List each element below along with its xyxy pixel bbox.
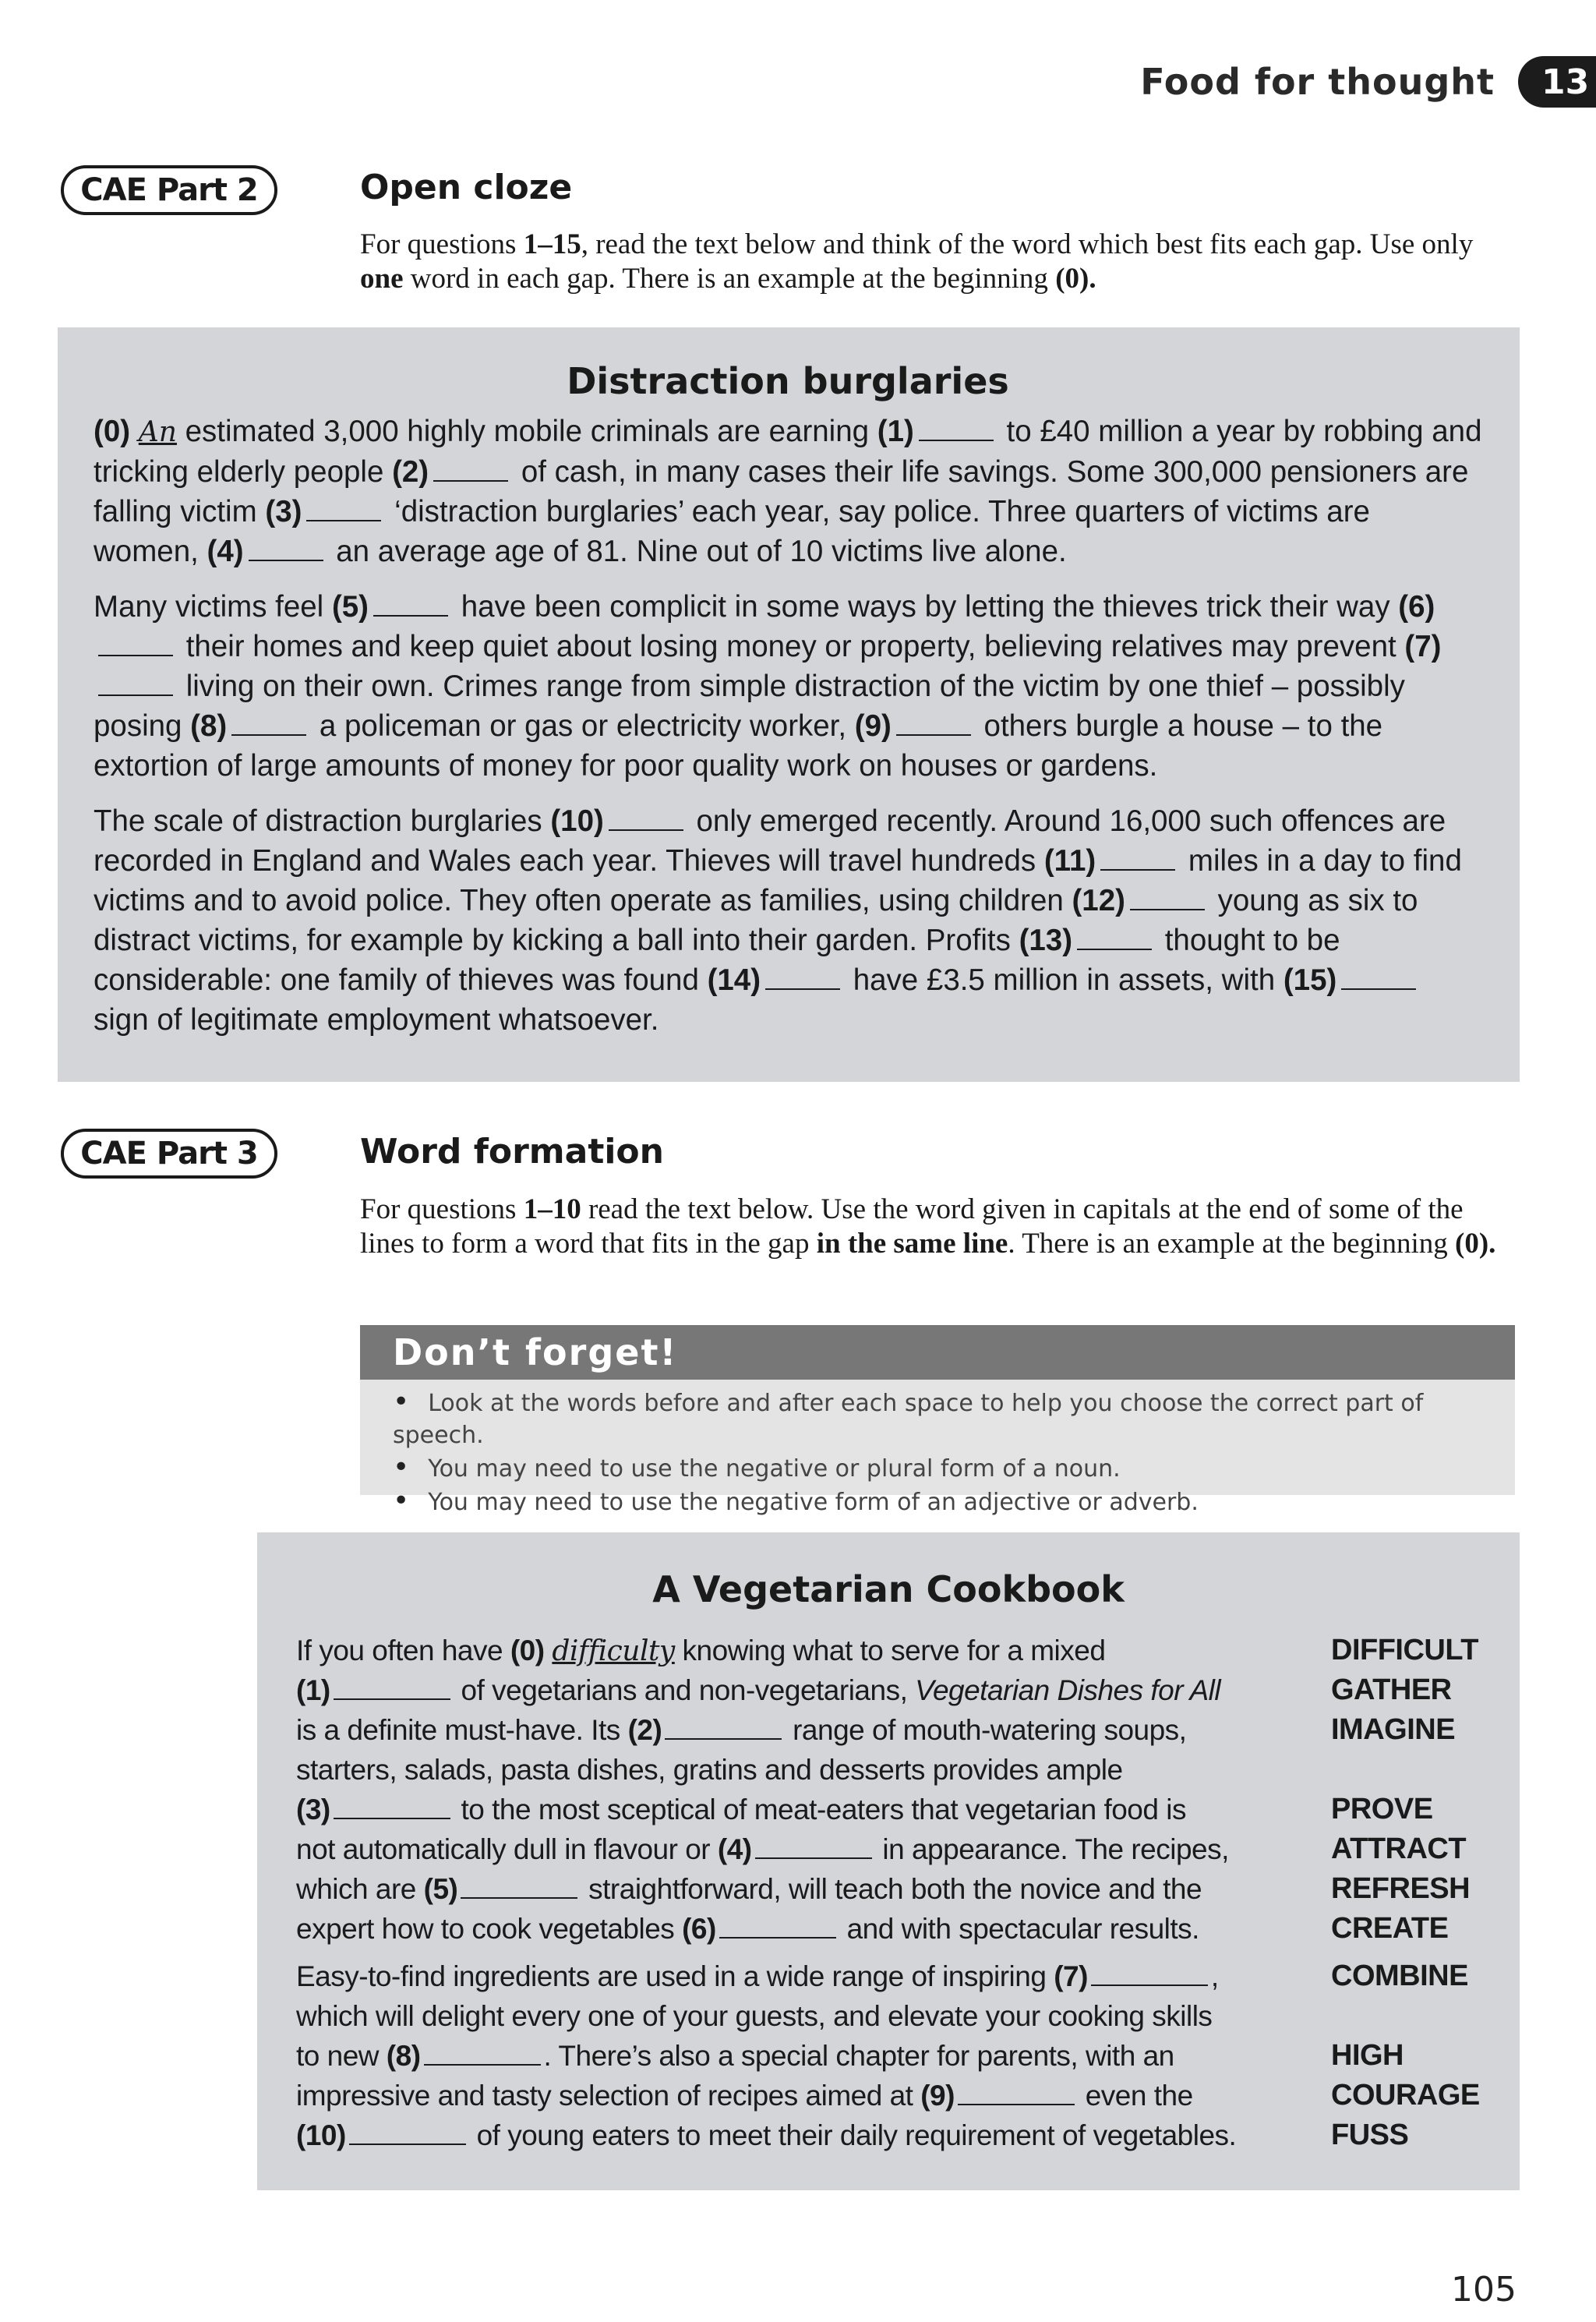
keyword: IMAGINE — [1331, 1713, 1456, 1746]
tip-item: • Look at the words before and after each space to help you choose the correct part of speech. — [393, 1386, 1515, 1451]
wf-line: which will delight every one of your guests, and elevate your cooking skills — [296, 2000, 1213, 2032]
open-cloze-text-title: Distraction burglaries — [567, 360, 1009, 402]
part2-label: CAE Part 2 — [61, 165, 277, 215]
keyword: COURAGE — [1331, 2079, 1480, 2112]
part3-title: Word formation — [360, 1132, 664, 1172]
word-formation-lines — [296, 1631, 1559, 2155]
open-cloze-paragraph-1: (0) An estimated 3,000 highly mobile criminals are earning (1) to £40 million a year by robbing and tricking elderly people (2) of cash, in many cases their life savings. Some 300,000 pensioners are falling victim (3) ‘distraction burglaries’ each year, say police. Three quarters of victims are women, (4) an average age of 81. Nine out of 10 victims live alone. — [94, 415, 1482, 568]
running-header — [1140, 56, 1596, 108]
wf-line: (3) to the most sceptical of meat-eaters that vegetarian food is PROVE — [296, 1790, 1559, 1829]
wf-line: not automatically dull in flavour or (4) in appearance. The recipes, ATTRACT — [296, 1829, 1559, 1869]
keyword: ATTRACT — [1331, 1833, 1467, 1865]
keyword: CREATE — [1331, 1912, 1449, 1945]
keyword: COMBINE — [1331, 1960, 1468, 1992]
keyword: GATHER — [1331, 1673, 1452, 1706]
dont-forget-heading: Don’t forget! — [360, 1325, 1515, 1380]
example-answer: An — [138, 416, 177, 448]
wf-line: which are (5) straightforward, will teach both the novice and the REFRESH — [296, 1869, 1559, 1909]
wf-line: (10) of young eaters to meet their daily requirement of vegetables. FUSS — [296, 2115, 1559, 2155]
example-answer: difficulty — [552, 1635, 675, 1667]
dont-forget-list — [360, 1380, 1515, 1518]
open-cloze-textbox — [58, 327, 1520, 1082]
wf-line: starters, salads, pasta dishes, gratins and desserts provides ample — [296, 1754, 1123, 1786]
keyword: REFRESH — [1331, 1872, 1471, 1905]
wf-line: expert how to cook vegetables (6) and with spectacular results. CREATE — [296, 1909, 1559, 1949]
open-cloze-paragraph-2: Many victims feel (5) have been complicit in some ways by letting the thieves trick their way (6) their homes and keep quiet about losing money or property, believing relatives may prevent (7) living on their own. Crimes range from simple distraction of the victim by one thief – possibly posing (8) a policeman or gas or electricity worker, (9) others burgle a house – to the extortion of large amounts of money for poor quality work on houses or gardens. — [94, 590, 1442, 783]
part3-instructions: For questions 1–10 read the text below. Use the word given in capitals at the end of some of the lines to form a word that fits in the gap in the same line. There is an example at the beginning (0). — [360, 1193, 1496, 1260]
tip-item: • You may need to use the negative form of an adjective or adverb. — [393, 1485, 1515, 1518]
keyword: DIFFICULT — [1331, 1634, 1478, 1666]
chapter-number-tab: 13 — [1518, 56, 1596, 108]
part2-title: Open cloze — [360, 168, 573, 207]
tip-item: • You may need to use the negative or plural form of a noun. — [393, 1451, 1515, 1485]
wf-line: Easy-to-find ingredients are used in a wide range of inspiring (7) , COMBINE — [296, 1956, 1559, 1996]
wf-line: If you often have (0) difficulty knowing what to serve for a mixed DIFFICULT — [296, 1631, 1559, 1670]
wf-line: impressive and tasty selection of recipes aimed at (9) even the COURAGE — [296, 2076, 1559, 2115]
chapter-title: Food for thought — [1140, 61, 1495, 103]
page-number: 105 — [1451, 2270, 1517, 2310]
keyword: PROVE — [1331, 1793, 1433, 1825]
dont-forget-box — [360, 1325, 1515, 1516]
part3-label: CAE Part 3 — [61, 1129, 277, 1179]
keyword: HIGH — [1331, 2039, 1404, 2072]
word-formation-text-title: A Vegetarian Cookbook — [652, 1568, 1125, 1610]
part2-instructions: For questions 1–15, read the text below and think of the word which best fits each gap. Use only one word in each gap. There is an example at the beginning (0). — [360, 228, 1474, 295]
open-cloze-paragraph-3: The scale of distraction burglaries (10) only emerged recently. Around 16,000 such offences are recorded in England and Wales each year. Thieves will travel hundreds (11) miles in a day to find victims and to avoid police. They often operate as families, using children (12) young as six to distract victims, for example by kicking a ball into their garden. Profits (13) thought to be considerable: one family of thieves was found (14) have £3.5 million in assets, with (15) sign of legitimate employment whatsoever. — [94, 804, 1462, 1037]
wf-line: to new (8) . There’s also a special chapter for parents, with an HIGH — [296, 2036, 1559, 2076]
keyword: FUSS — [1331, 2119, 1409, 2151]
wf-line: (1) of vegetarians and non-vegetarians, Vegetarian Dishes for All GATHER — [296, 1670, 1559, 1710]
wf-line: is a definite must-have. Its (2) range of mouth-watering soups, IMAGINE — [296, 1710, 1559, 1750]
